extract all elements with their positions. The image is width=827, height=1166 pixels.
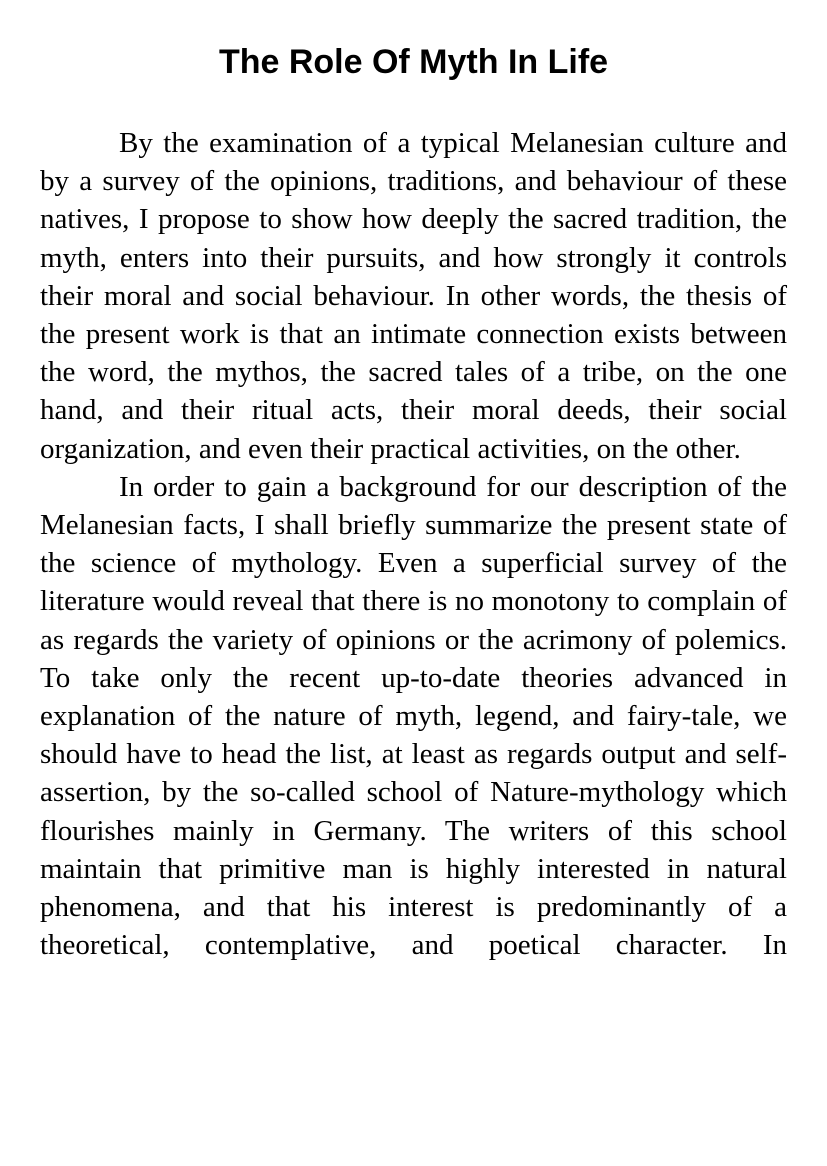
paragraph-2: In order to gain a background for our description of the Melanesian facts, I shall briefly summarize the present state of the science of mythology. Even a superficial survey of the literature would reveal that there is no monotony to complain of as regards the variety of opinions or the acrimony of polemics. To take only the recent up-to-date theories advanced in explanation of the nature of myth, legend, and fairy-tale, we should have to head the list, at least as regards output and self-assertion, by the so-called school of Nature-mythology which flourishes mainly in Germany. The writers of this school maintain that primitive man is highly interested in natural phenomena, and that his interest is predominantly of a theoretical, contemplative, and poetical character. In	[40, 470, 787, 962]
paragraph-1: By the examination of a typical Melanesian culture and by a survey of the opinions, traditions, and behaviour of these natives, I propose to show how deeply the sacred tradition, the myth, enters into their pursuits, and how strongly it controls their moral and social behaviour. In other words, the thesis of the present work is that an intimate connection exists between the word, the mythos, the sacred tales of a tribe, on the one hand, and their ritual acts, their moral deeds, their social organization, and even their practical activities, on the other.	[40, 127, 787, 465]
body-text	[40, 124, 787, 964]
page-title: The Role Of Myth In Life	[218, 43, 609, 81]
